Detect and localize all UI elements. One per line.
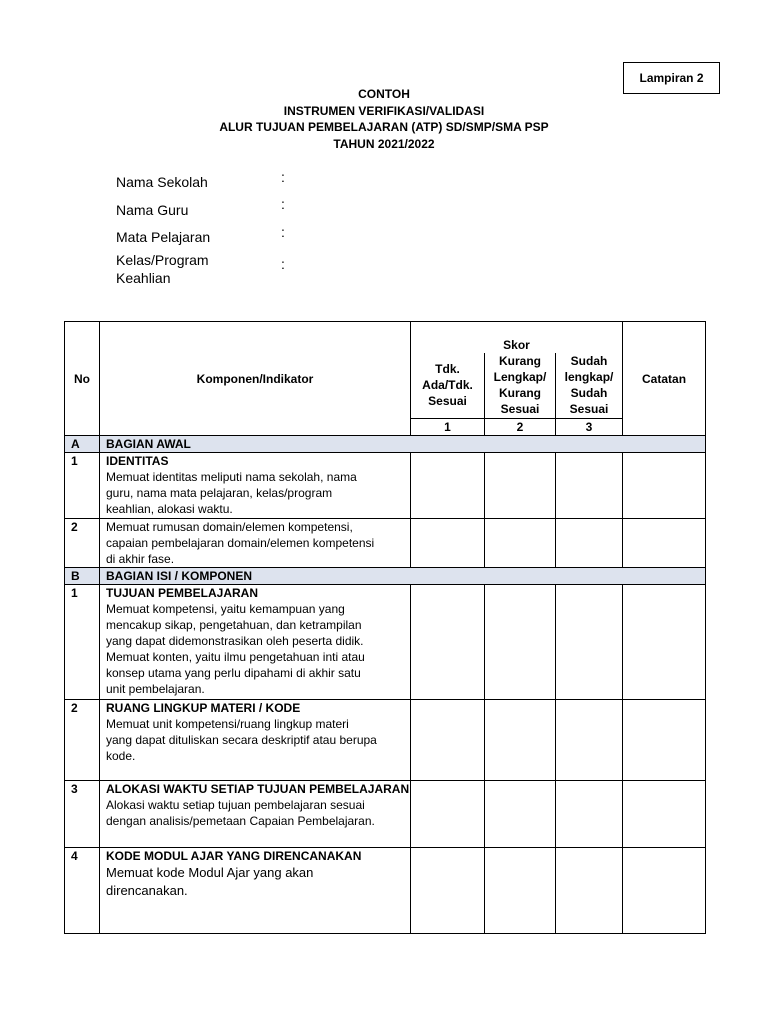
score-cell[interactable] [411,700,485,781]
row-text-line: Memuat kompetensi, yaitu kemampuan yang [106,602,345,616]
score-cell[interactable] [411,781,485,848]
table-row [65,700,706,781]
row-title: TUJUAN PEMBELAJARAN [106,586,259,600]
row-content [100,519,411,568]
catatan-cell[interactable] [623,453,706,519]
row-number: 1 [65,585,100,700]
score-1-line: Ada/Tdk. [422,378,473,393]
catatan-cell[interactable] [623,848,706,934]
header-no: No [65,322,100,436]
row-text-line: mencakup sikap, pengetahuan, dan ketrampilan [106,618,362,632]
row-title: KODE MODUL AJAR YANG DIRENCANAKAN [106,849,362,863]
table-row [65,781,706,848]
table-row [65,848,706,934]
verification-table [64,321,706,934]
field-kelas-line-2: Keahlian [116,270,171,286]
header-score-3 [556,353,623,419]
catatan-cell[interactable] [623,585,706,700]
score-cell[interactable] [411,519,485,568]
row-text-line: Alokasi waktu setiap tujuan pembelajaran sesuai [106,798,365,812]
row-text-line: keahlian, alokasi waktu. [106,502,233,516]
table-row [65,453,706,519]
section-row-a [65,436,706,453]
row-text-line: konsep utama yang perlu dipahami di akhir satu [106,666,361,680]
header-score-2 [485,353,556,419]
row-text-line: Memuat konten, yaitu ilmu pengetahuan inti atau [106,650,365,664]
field-colon: : [281,256,285,272]
title-line-2: INSTRUMEN VERIFIKASI/VALIDASI [283,103,485,118]
lampiran-box: Lampiran 2 [623,62,720,94]
score-3-line: Sesuai [569,402,609,417]
title-line-1: CONTOH [358,87,410,101]
row-text-line: dengan analisis/pemetaan Capaian Pembelajaran. [106,814,375,828]
row-text-line: kode. [106,749,136,763]
row-text-line: Memuat kode Modul Ajar yang akan [106,865,314,880]
header-catatan: Catatan [623,322,706,436]
header-komponen: Komponen/Indikator [100,322,411,436]
row-content [100,848,411,934]
row-number: 1 [65,453,100,519]
score-2-line: Sesuai [500,402,540,417]
field-colon: : [281,196,285,212]
field-kelas-program [116,251,209,287]
score-number-3: 3 [556,419,623,436]
row-text-line: direncanakan. [106,883,188,898]
row-content [100,781,411,848]
score-3-line: Sudah [570,386,608,401]
row-number: 4 [65,848,100,934]
score-cell[interactable] [556,700,623,781]
score-cell[interactable] [411,848,485,934]
row-title: RUANG LINGKUP MATERI / KODE [106,701,301,715]
row-text-line: di akhir fase. [106,552,175,566]
score-2-line: Lengkap/ [493,370,547,385]
table-row [65,585,706,700]
score-number-2: 2 [485,419,556,436]
row-content [100,585,411,700]
title-line-4: TAHUN 2021/2022 [333,136,435,151]
table-row [65,519,706,568]
row-text-line: Memuat rumusan domain/elemen kompetensi, [106,520,353,534]
section-title: BAGIAN ISI / KOMPONEN [100,568,706,585]
section-code: A [65,436,100,453]
score-number-1: 1 [411,419,485,436]
score-cell[interactable] [556,585,623,700]
row-text-line: yang dapat didemonstrasikan oleh peserta didik. [106,634,364,648]
row-text-line: Memuat unit kompetensi/ruang lingkup materi [106,717,349,731]
row-content [100,453,411,519]
score-cell[interactable] [485,519,556,568]
document-title [0,86,768,152]
row-text-line: guru, nama mata pelajaran, kelas/program [106,486,333,500]
row-number: 3 [65,781,100,848]
row-text-line: capaian pembelajaran domain/elemen kompetensi [106,536,375,550]
score-cell[interactable] [411,585,485,700]
row-content [100,700,411,781]
field-colon: : [281,169,285,185]
catatan-cell[interactable] [623,781,706,848]
section-code: B [65,568,100,585]
header-skor: Skor [411,322,623,353]
score-3-line: Sudah [570,354,608,369]
score-cell[interactable] [411,453,485,519]
title-line-3: ALUR TUJUAN PEMBELAJARAN (ATP) SD/SMP/SMA PSP [219,120,549,134]
row-number: 2 [65,700,100,781]
score-cell[interactable] [556,781,623,848]
score-cell[interactable] [485,700,556,781]
score-cell[interactable] [485,848,556,934]
row-title: IDENTITAS [106,454,169,468]
section-title: BAGIAN AWAL [100,436,706,453]
row-title: ALOKASI WAKTU SETIAP TUJUAN PEMBELAJARAN [106,782,410,796]
score-cell[interactable] [556,848,623,934]
score-cell[interactable] [485,585,556,700]
field-colon: : [281,224,285,240]
score-3-line: lengkap/ [564,370,614,385]
score-2-line: Kurang [499,386,541,401]
field-mata-pelajaran: Mata Pelajaran [116,229,211,245]
score-2-line: Kurang [499,354,541,369]
row-text-line: yang dapat dituliskan secara deskriptif atau berupa [106,733,377,747]
field-nama-guru: Nama Guru [116,202,189,218]
catatan-cell[interactable] [623,700,706,781]
header-score-1 [411,353,485,419]
row-text-line: Memuat identitas meliputi nama sekolah, nama [106,470,357,484]
score-1-line: Sesuai [428,394,467,409]
score-cell[interactable] [485,453,556,519]
row-number: 2 [65,519,100,568]
section-row-b [65,568,706,585]
score-cell[interactable] [556,519,623,568]
row-text-line: unit pembelajaran. [106,682,205,696]
catatan-cell[interactable] [623,519,706,568]
score-1-line: Tdk. [435,362,460,377]
score-cell[interactable] [485,781,556,848]
field-nama-sekolah: Nama Sekolah [116,174,208,190]
field-kelas-line-1: Kelas/Program [116,252,209,268]
score-cell[interactable] [556,453,623,519]
